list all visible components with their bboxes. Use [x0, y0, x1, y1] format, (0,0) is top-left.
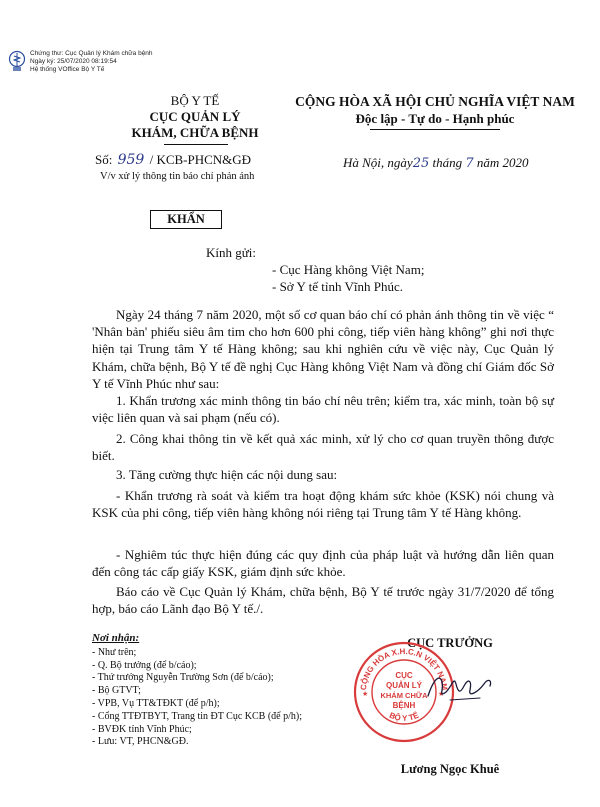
recipients-list	[92, 632, 302, 749]
recipients-list-title: Nơi nhận:	[92, 632, 140, 644]
country-name: CỘNG HÒA XÃ HỘI CHỦ NGHĨA VIỆT NAM	[295, 94, 575, 109]
recipient-1: - Cục Hàng không Việt Nam;	[272, 262, 425, 277]
paragraph-text: - Nghiêm túc thực hiện đúng các quy định của pháp luật và hướng dẫn liên quan đến công tác cấp giấy KSK, giám định sức khỏe.	[92, 547, 554, 580]
date-month-label: tháng	[432, 155, 463, 170]
digital-signature-info	[30, 50, 153, 74]
signature-system: Hệ thống VOffice Bộ Y Tế	[30, 66, 105, 73]
date-year: năm 2020	[476, 155, 529, 170]
recipient-2: - Sở Y tế tỉnh Vĩnh Phúc.	[272, 279, 403, 294]
paragraph-text: 2. Công khai thông tin về kết quả xác minh, xử lý cho cơ quan truyền thông được biết.	[92, 431, 554, 464]
paragraph-text: 1. Khẩn trương xác minh thông tin báo chí nêu trên; kiểm tra, xác minh, toàn bộ sự việc liên quan và sai phạm (nếu có).	[92, 393, 554, 426]
paragraph-text: - Khẩn trương rà soát và kiểm tra hoạt động khám sức khỏe (KSK) nói chung và KSK của phi công, tiếp viên hàng không nói riêng tại Trung tâm Y tế Hàng không.	[92, 488, 554, 521]
header-divider-right	[370, 129, 500, 130]
list-item: - VPB, Vụ TT&TĐKT (để p/h);	[92, 697, 220, 709]
date-prefix: Hà Nội, ngày	[343, 155, 413, 170]
list-item: - Như trên;	[92, 646, 137, 658]
signature-certificate: Chứng thư: Cục Quản lý Khám chữa bệnh	[30, 50, 153, 57]
list-item: - Thứ trưởng Nguyễn Trường Sơn (để b/cáo);	[92, 672, 274, 684]
doc-number-prefix: Số:	[95, 152, 113, 167]
document-number	[95, 152, 251, 168]
list-item: - Bộ GTVT;	[92, 685, 141, 697]
date-day: 25	[412, 156, 430, 171]
handwritten-signature	[420, 668, 500, 708]
department-name-line2: KHÁM, CHỮA BỆNH	[131, 125, 259, 140]
seal-center-line: QUẢN LÝ	[386, 681, 422, 690]
body-paragraph-3	[92, 430, 554, 464]
body-paragraph-1	[92, 306, 554, 392]
paragraph-text: Ngày 24 tháng 7 năm 2020, một số cơ quan báo chí có phản ánh thông tin về việc “ 'Nhân bản' phiếu siêu âm tim cho hơn 600 phi công, tiếp viên hàng không” ghi nơi thực hiện tại Trung tâm Y tế Hàng không; sau khi nghiên cứu về việc này, Cục Quản lý Khám, chữa bệnh, Bộ Y tế đề nghị Cục Hàng không Việt Nam và đồng chí Giám đốc Sở Y tế Vĩnh Phúc như sau:	[92, 307, 554, 391]
seal-center-line: CỤC	[395, 671, 413, 680]
seal-ring-text: CỘNG HÒA X.H.C.N VIỆT NAM	[358, 646, 450, 691]
body-paragraph-7	[92, 583, 554, 617]
list-item: - BVĐK tỉnh Vĩnh Phúc;	[92, 723, 192, 735]
body-paragraph-4	[92, 466, 554, 483]
signer-title: CỤC TRƯỞNG	[407, 636, 493, 650]
urgency-stamp: KHẨN	[150, 210, 222, 229]
signer-name: Lương Ngọc Khuê	[400, 762, 500, 776]
issuer-header	[95, 93, 295, 141]
document-subject: V/v xử lý thông tin báo chí phản ánh	[100, 171, 255, 182]
body-paragraph-5	[92, 487, 554, 521]
doc-number-suffix: / KCB-PHCN&GĐ	[149, 152, 252, 167]
seal-center-line: KHÁM CHỮA	[380, 691, 428, 700]
body-paragraph-2	[92, 392, 554, 426]
body-paragraph-6	[92, 546, 554, 580]
date-month: 7	[465, 156, 474, 171]
seal-bottom-text: BỘ Y TẾ	[387, 710, 421, 723]
medical-emblem-icon	[8, 50, 26, 72]
paragraph-text: Báo cáo về Cục Quản lý Khám, chữa bệnh, Bộ Y tế trước ngày 31/7/2020 để tổng hợp, báo cáo Lãnh đạo Bộ Y tế./.	[92, 584, 554, 617]
doc-number-handwritten: 959	[117, 152, 145, 168]
signature-date: Ngày ký: 25/07/2020 08:19:54	[30, 58, 117, 65]
ministry-name: BỘ Y TẾ	[170, 93, 220, 108]
seal-center-line: BỆNH	[392, 701, 416, 710]
list-item: - Cổng TTĐTBYT, Trang tin ĐT Cục KCB (để p/h);	[92, 710, 302, 722]
paragraph-text: 3. Tăng cường thực hiện các nội dung sau:	[116, 467, 338, 482]
department-name-line1: CỤC QUẢN LÝ	[149, 109, 241, 124]
seal-star-right: ★	[438, 690, 445, 698]
document-date	[343, 155, 529, 171]
greeting: Kính gửi:	[206, 245, 257, 260]
seal-star-left: ★	[362, 690, 369, 698]
header-divider-left	[164, 144, 228, 145]
list-item: - Lưu: VT, PHCN&GĐ.	[92, 736, 189, 748]
national-motto: Độc lập - Tự do - Hạnh phúc	[355, 111, 515, 126]
national-header	[290, 93, 580, 127]
list-item: - Q. Bộ trưởng (để b/cáo);	[92, 659, 197, 671]
